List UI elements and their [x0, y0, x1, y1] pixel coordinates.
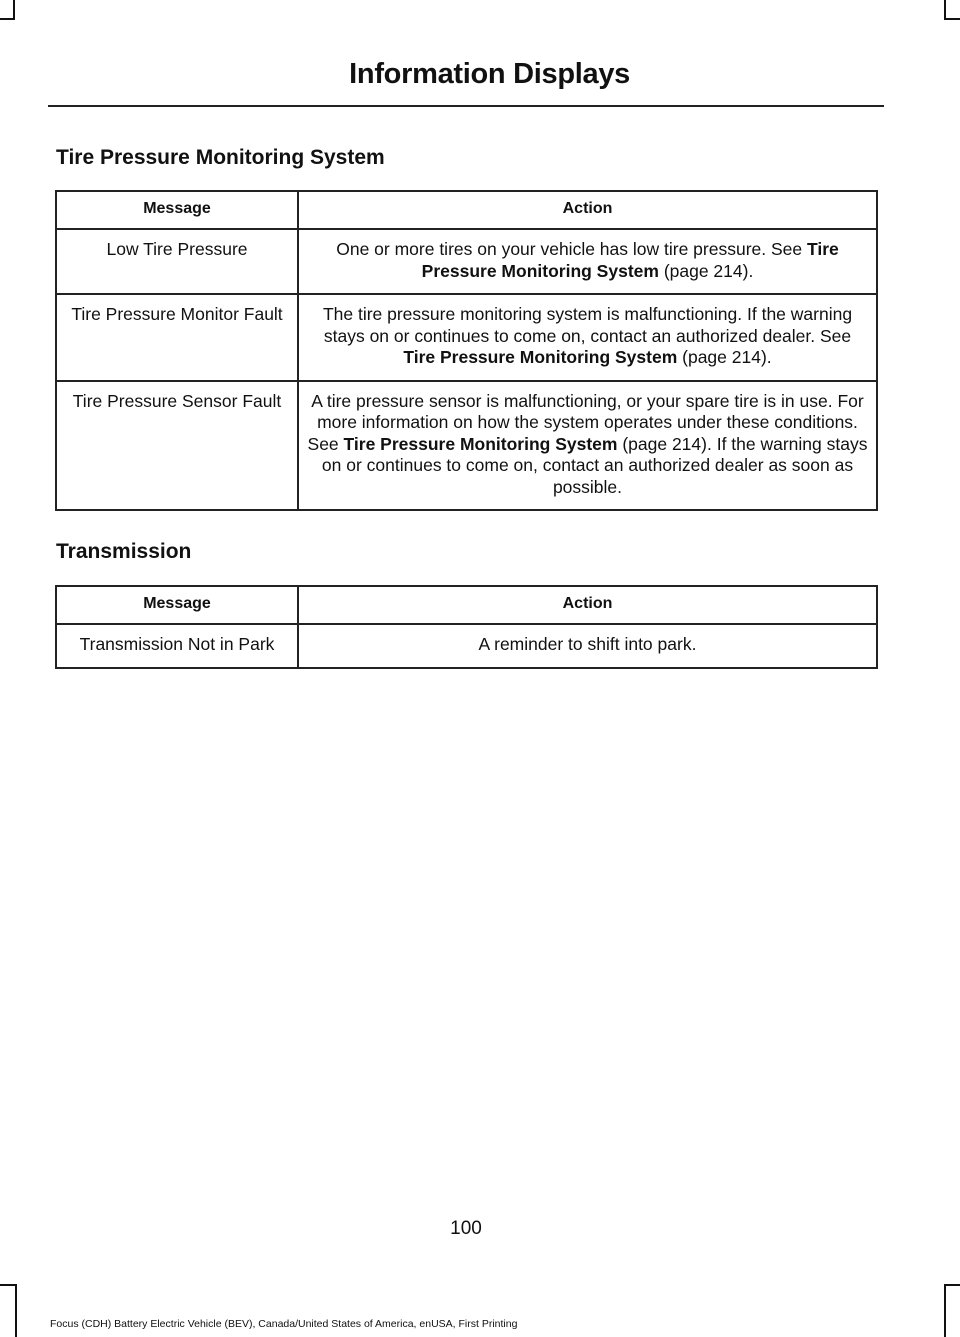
- page-number: 100: [450, 1218, 482, 1239]
- action-cell: [298, 294, 877, 381]
- tpms-message-table: [55, 190, 878, 511]
- action-cell: [298, 624, 877, 668]
- header-divider: [48, 105, 884, 107]
- message-cell: Transmission Not in Park: [56, 624, 298, 668]
- crop-mark: [0, 1284, 16, 1286]
- action-text: One or more tires on your vehicle has low tire pressure. See: [336, 239, 807, 259]
- page-title: Information Displays: [349, 58, 630, 90]
- crop-mark: [944, 1284, 960, 1286]
- action-text: The tire pressure monitoring system is malfunctioning. If the warning stays on or continues to come on, contact an authorized dealer. See: [322, 304, 853, 346]
- crop-mark: [944, 0, 946, 18]
- action-text: A reminder to shift into park.: [478, 634, 697, 654]
- action-page-ref: (page 214).: [658, 260, 754, 281]
- message-cell: Low Tire Pressure: [56, 229, 298, 294]
- crop-mark: [0, 18, 15, 20]
- message-cell: Tire Pressure Sensor Fault: [56, 381, 298, 511]
- table-header-row: [56, 191, 877, 229]
- action-text: A tire pressure sensor is malfunctioning, or your spare tire is in use. For more information on how the system operates under these conditions. See: [307, 390, 864, 454]
- crop-mark: [944, 1284, 946, 1337]
- table-row: [56, 624, 877, 668]
- column-header-action: Action: [298, 586, 877, 624]
- crop-mark: [13, 0, 15, 18]
- action-page-ref: (page 214). If the warning stays on or continues to come on, contact an authorized dealer as soon as possible.: [321, 433, 868, 497]
- table-row: [56, 294, 877, 381]
- message-cell: Tire Pressure Monitor Fault: [56, 294, 298, 381]
- cross-reference-link[interactable]: Tire Pressure Monitoring System: [403, 347, 678, 367]
- cross-reference-link[interactable]: Tire Pressure Monitoring System: [343, 433, 618, 454]
- column-header-message: Message: [56, 586, 298, 624]
- action-cell: [298, 381, 877, 511]
- table-row: [56, 381, 877, 511]
- crop-mark: [15, 1284, 17, 1337]
- column-header-action: Action: [298, 191, 877, 229]
- table-row: [56, 229, 877, 294]
- table-header-row: [56, 586, 877, 624]
- crop-mark: [944, 18, 960, 20]
- footer-text: Focus (CDH) Battery Electric Vehicle (BEV), Canada/United States of America, enUSA, First Printing: [50, 1318, 518, 1330]
- section-heading-transmission: Transmission: [56, 540, 192, 563]
- action-page-ref: (page 214).: [677, 347, 772, 367]
- transmission-message-table: [55, 585, 878, 669]
- column-header-message: Message: [56, 191, 298, 229]
- action-cell: [298, 229, 877, 294]
- cross-reference-link[interactable]: Tire Pressure Monitoring System: [421, 239, 839, 281]
- section-heading-tpms: Tire Pressure Monitoring System: [56, 146, 385, 169]
